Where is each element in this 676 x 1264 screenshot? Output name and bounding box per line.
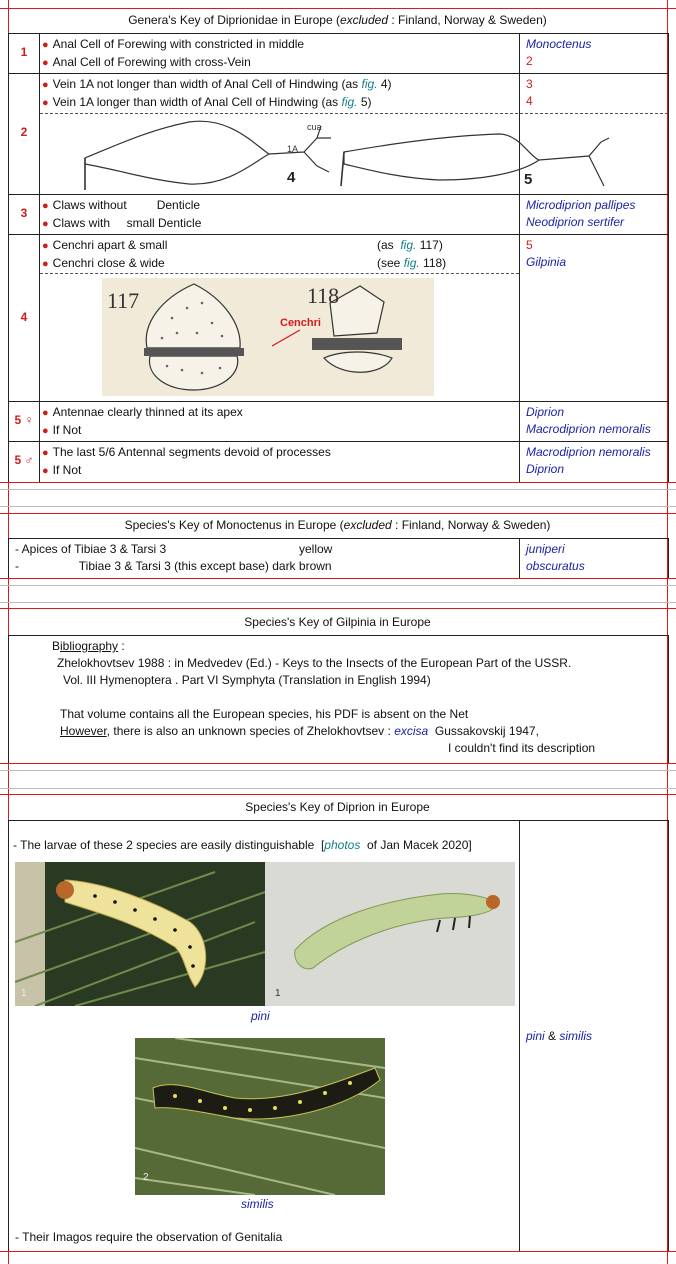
separator-4	[0, 602, 676, 603]
genera-result-col	[519, 33, 520, 482]
link-diprion[interactable]: Diprion	[526, 405, 565, 419]
link-macrodiprion-nemoralis-2[interactable]: Macrodiprion nemoralis	[526, 445, 651, 459]
link-similis[interactable]: similis	[559, 1029, 593, 1043]
diprion-table	[8, 820, 669, 1252]
gilpinia-note: That volume contains all the European species, his PDF is absent on the Net However, there is also an unknown species of Zhelokhovtsev : excisa Gussakovskij 1947, I couldn't find its description	[60, 707, 596, 755]
cenchri-figure	[102, 278, 434, 396]
photo-2-number: 2	[143, 1172, 149, 1183]
monoctenus-table	[8, 538, 669, 579]
photo-1-number: 1	[21, 988, 27, 999]
link-photos[interactable]: photos	[324, 838, 361, 852]
couplet-1-number: 1	[20, 45, 28, 59]
couplet-3-number: 3	[20, 206, 28, 220]
cenchri-label: Cenchri	[280, 317, 321, 329]
mono-header-rule	[9, 538, 668, 539]
couplet-2-results	[526, 76, 533, 110]
separator-2	[0, 506, 676, 507]
mono-top-line	[0, 513, 676, 514]
link-neodiprion-sertifer[interactable]: Neodiprion sertifer	[526, 215, 625, 229]
fig-5-label: 5	[524, 171, 533, 188]
diprion-header-rule	[9, 820, 668, 821]
link-pini[interactable]: pini	[526, 1029, 545, 1043]
separator-1	[0, 489, 676, 490]
diprion-title: Species's Key of Diprion in Europe	[245, 800, 430, 814]
pini-larva-photo-2	[265, 862, 515, 1006]
couplet-5-female-number: 5 ♀	[14, 413, 34, 427]
fig-117-label: 117	[107, 288, 140, 313]
gilpinia-bottom-line	[0, 763, 676, 764]
gilpinia-table	[8, 635, 669, 764]
fig-4-label: 4	[287, 169, 296, 186]
link-gilpinia[interactable]: Gilpinia	[526, 255, 567, 269]
caption-similis: similis	[241, 1197, 274, 1211]
couplet-3-text: ● Claws without Denticle ● Claws with small Denticle	[42, 198, 202, 230]
genera-bottom-line	[0, 482, 676, 483]
genera-header-rule	[9, 33, 668, 34]
couplet-4-text: ● Cenchri apart & small (as fig. 117) ● Cenchri close & wide (see fig. 118)	[42, 238, 447, 270]
couplet-5-male-results	[526, 444, 651, 478]
genera-table	[8, 33, 669, 483]
gilpinia-title: Species's Key of Gilpinia in Europe	[244, 615, 431, 629]
diprion-footer: - Their Imagos require the observation of Genitalia	[15, 1230, 283, 1244]
couplet-4-number: 4	[20, 310, 28, 324]
monoctenus-title: Species's Key of Monoctenus in Europe (excluded : Finland, Norway & Sweden)	[124, 518, 551, 532]
pini-larva-photo-1	[15, 862, 265, 1006]
couplet-3-results	[526, 197, 635, 231]
goto-couplet-4[interactable]: 4	[526, 94, 533, 108]
row-5f-rule	[9, 401, 668, 402]
gilpinia-bibliography-heading: Bibliography :	[52, 639, 125, 653]
separator-5	[0, 770, 676, 771]
link-macrodiprion-nemoralis[interactable]: Macrodiprion nemoralis	[526, 422, 651, 436]
gilpinia-header-rule	[9, 635, 668, 636]
couplet-1-results	[526, 36, 591, 70]
diprion-result-col	[519, 820, 520, 1251]
link-excisa[interactable]: excisa	[394, 724, 429, 738]
link-diprion-2[interactable]: Diprion	[526, 462, 565, 476]
diprion-intro: - The larvae of these 2 species are easily distinguishable [photos of Jan Macek 2020]	[13, 838, 472, 852]
gilpinia-reference: Zhelokhovtsev 1988 : in Medvedev (Ed.) - Keys to the Insects of the European Part of the USSR. Vol. III Hymenoptera . Part VI Symphyta (Translation in English 1994)	[57, 656, 572, 687]
genera-top-line	[0, 8, 676, 9]
link-obscuratus[interactable]: obscuratus	[526, 559, 585, 573]
label-1a: 1A	[287, 144, 299, 154]
row-2-rule	[9, 73, 668, 74]
diprion-result: pini & similis	[526, 1029, 593, 1043]
row-4-rule	[9, 234, 668, 235]
photo-1b-number: 1	[275, 988, 281, 999]
caption-pini: pini	[251, 1009, 270, 1023]
row-4-divider	[40, 273, 519, 274]
couplet-5-female-results	[526, 404, 651, 438]
genera-num-col	[39, 33, 40, 482]
diprion-bottom-line	[0, 1251, 676, 1252]
link-juniperi[interactable]: juniperi	[526, 542, 565, 556]
mono-result-col	[519, 538, 520, 578]
similis-larva-photo	[135, 1038, 385, 1195]
mono-bottom-line	[0, 578, 676, 579]
row-3-rule	[9, 194, 668, 195]
couplet-4-results	[526, 237, 566, 271]
genera-title: Genera's Key of Diprionidae in Europe (excluded : Finland, Norway & Sweden)	[128, 13, 547, 27]
couplet-2-number: 2	[20, 125, 28, 139]
goto-couplet-3[interactable]: 3	[526, 77, 533, 91]
couplet-1-text: ● Anal Cell of Forewing with constricted in middle ● Anal Cell of Forewing with cross-Vein	[42, 37, 305, 69]
couplet-5-male-number: 5 ♂	[14, 453, 34, 467]
goto-couplet-2[interactable]: 2	[526, 54, 533, 68]
couplet-5-female-text: ● Antennae clearly thinned at its apex ● If Not	[42, 405, 243, 437]
row-5m-rule	[9, 441, 668, 442]
couplet-5-male-text: ● The last 5/6 Antennal segments devoid of processes ● If Not	[42, 445, 331, 477]
link-monoctenus[interactable]: Monoctenus	[526, 37, 592, 51]
couplet-2-text: ● Vein 1A not longer than width of Anal Cell of Hindwing (as fig. 4) ● Vein 1A longer than width of Anal Cell of Hindwing (as fig. 5)	[42, 77, 392, 109]
monoctenus-results	[526, 541, 585, 575]
label-cua: cua	[307, 122, 322, 132]
hindwing-figures	[79, 116, 619, 192]
link-microdiprion-pallipes[interactable]: Microdiprion pallipes	[526, 198, 636, 212]
row-2-divider	[40, 113, 668, 114]
separator-3	[0, 585, 676, 586]
goto-couplet-5[interactable]: 5	[526, 238, 533, 252]
monoctenus-text: - Apices of Tibiae 3 & Tarsi 3 yellow - Tibiae 3 & Tarsi 3 (this except base) dark brown	[15, 542, 333, 573]
fig-118-label: 118	[307, 283, 340, 308]
diprion-top-line	[0, 794, 676, 795]
gilpinia-top-line	[0, 608, 676, 609]
separator-6	[0, 788, 676, 789]
